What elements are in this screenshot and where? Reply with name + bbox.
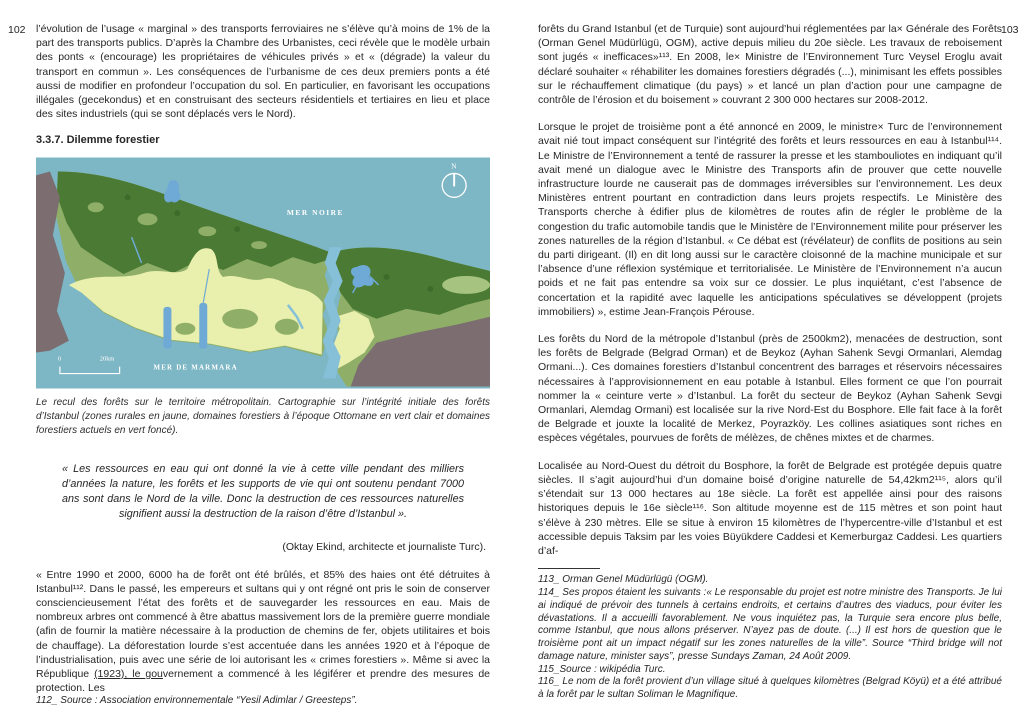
forest-patch — [222, 309, 258, 329]
forest-patch — [138, 214, 158, 226]
forest-patch — [175, 323, 195, 335]
map-caption: Le recul des forêts sur le territoire métropolitain. Cartographie sur l’intégrité initiale des forêts d’Istanbul (zones rurales en jaune, domaines forestiers à l’époque Ottomane en vert clair et domaines forestiers actuels en vert foncé). — [36, 397, 490, 437]
footnote-115: 115_Source : wikipédia Turc. — [538, 663, 666, 675]
svg-text:N: N — [451, 161, 457, 171]
forest-patch — [251, 242, 267, 250]
footnote-block — [538, 568, 1002, 702]
svg-text:20km: 20km — [99, 356, 115, 364]
forest-patch — [88, 203, 104, 213]
paragraph-fires — [36, 568, 490, 696]
forest-dot — [383, 274, 389, 280]
sea-label-north: MER NOIRE — [286, 208, 345, 218]
paragraph-fires-post: vernement a commencé à les légiférer et prendre des mesures de protection. Les — [36, 668, 490, 695]
footnote-114: 114_ Ses propos étaient les suivants :« Le responsable du projet est notre ministre des Transports. Je lui ai indiqué de prévoir des tunnels à certains endroits, et certains d’autres des viaducs, pour éviter les dévastations. Il a accueilli favorablement. Ne vous inquiétez pas, la Turquie sera encore plus belle, comme Istanbul, que nous allons préserver. N’ayez pas de doute. (...) Il est hors de question que le troisième pont ait un impact négatif sur les zones naturelles de la ville”. Source “Third bridge will not damage nature, minister says”, presse Sundays Zaman, 24 Août 2009. — [538, 586, 1002, 662]
west-lake-2 — [199, 303, 207, 349]
forest-dot — [125, 195, 131, 201]
paragraph-north-forests: Les forêts du Nord de la métropole d’Istanbul (près de 2500km2), menacées de destruction, sont les forêts de Belgrade (Belgrad Orman) et de Beykoz (Ayhan Sahenk Sevgi Ormanlari, Alemdag Ormani...). Ces domaines forestiers d’Istanbul concentrent des barrages et réservoirs nécessaires nécessaires à l’approvisionnement en eau potable à Istanbul. Elles forment ce que l’on pourrait nommer la « ceinture verte » d’Istanbul. La forêt du secteur de Beykoz (Ayhan Sahenk Sevgi Ormanlari, Alemdag Ormani) est localisée sur la rive Nord-Est du Bosphore. Elle fait face à la forêt de Belgrade et jouxte la localité de Merkez, Poyrazköy. Les collines asiatiques sont riches en espèces végétales, pourvues de forêts de mélèzes, de chênes mixtes et de charmes. — [538, 333, 1002, 445]
paragraph-regulation: forêts du Grand Istanbul (et de Turquie) sont aujourd’hui réglementées par la× Générale des Forêts (Orman Genel Müdürlügü, OGM), active depuis milieu du 20e siècle. Les travaux de reboisement sont jugés « inefficaces»¹¹³. En 2008, le× Ministre de l’Environnement Turc Veysel Eroglu avait déclaré souhaiter « réhabiliter les domaines forestiers dégradés (...), minimisant les effets possibles sur le réchauffement climatique (du pays) » et lancé un plan d’action pour une campagne de contrôle de l’érosion et du boisement » couvrant 2 300 000 hectares sur 2008-2012. — [538, 23, 1002, 107]
paragraph-third-bridge: Lorsque le projet de troisième pont a été annoncé en 2009, le ministre× Turc de l’environnement avait nié tout impact conséquent sur l’intégrité des forêts et leurs ressources en eau à Istanbul¹¹⁴. Le Ministre de l’Environnement a tenté de rassurer la presse et les stambouliotes en indiquant qu’il avait mené un dialogue avec le Ministre des Transports afin de prouver que cette nouvelle infrastructure lourde ne causerait pas de dommages irréversibles sur l’environnement. Les deux Ministères entrent pourtant en contradiction dans leurs projets respectifs. Le Ministère des Transports cherche à édifier plus de kilomètres de routes afin de régler le problème de la congestion du trafic automobile tandis que le Ministère de l’Environnement milite pour préserver les zones naturelles de la région d’Istanbul. « Ce débat est (révélateur) de conflits de positions au sein du parti dirigeant. (Il) en dit long aussi sur le caractère cloisonné de la machine municipale et sur l’absence d’une réflexion systémique et territorialisée. Le Ministère de l’Environnement n’a aucun poids et ne fait pas entendre sa voix sur ce dossier. Le plus inquiétant, c’est l’absence de concertation et la rapidité avec laquelle les anticipations spéculatives se développent (projets immobiliers) », estime Jean-François Pérouse. — [538, 121, 1002, 318]
svg-text:0: 0 — [57, 356, 62, 364]
footnote-112: 112_ Source : Association environnementale “Yesil Adimlar / Greesteps”. — [36, 695, 358, 707]
forest-patch — [275, 319, 299, 335]
footnote-113: 113_ Orman Genel Müdürlügü (OGM). — [538, 574, 709, 586]
block-quote: « Les ressources en eau qui ont donné la vie à cette ville pendant des milliers d’années la nature, les forêts et les supports de vie qui ont soutenu pendant 7000 ans sont dans le Nord de la ville. Donc la destruction de ces ressources naturelles signifient aussi la destruction de la raison d’être d’Istanbul ». — [62, 462, 464, 521]
istanbul-forest-map — [36, 157, 490, 389]
page-number-right: 103 — [1001, 24, 1019, 36]
left-page — [36, 22, 490, 708]
right-page — [538, 22, 1002, 702]
footnote-116: 116_ Le nom de la forêt provient d’un village situé à quelques kilomètres (Belgrad Köyü) et a été attribué à la forêt par le sultan Soliman le Magnifique. — [538, 676, 1002, 701]
page-number-left: 102 — [8, 24, 26, 36]
sea-label-south: MER DE MARMARA — [153, 363, 238, 372]
paragraph-belgrade: Localisée au Nord-Ouest du détroit du Bosphore, la forêt de Belgrade est protégée depuis quatre siècles. Il s’agit aujourd’hui d’un domaine boisé d’origine naturelle de 54,42km2¹¹⁵, alors qu’il s’étendait sur 13 000 hectares au 18e siècle. La forêt est appellée ainsi pour des raisons historiques depuis le 16e siècle¹¹⁶. Son altitude moyenne est de 115 mètres et son point haut s’élève à 230 mètres. Elle se situe à environ 15 kilomètres de l’hypercentre-ville d’Istanbul et est accessible depuis Taksim par les voies Büyükdere Caddesi et Kemerburgaz Caddesi. Les quartiers d’af- — [538, 459, 1002, 557]
paragraph-fires-pre: « Entre 1990 et 2000, 6000 ha de forêt ont été brûlés, et 85% des haies ont été détruites à Istanbul¹¹². Dans le passé, les empereurs et sultans qui y ont régné ont pris le soin de conserver consciencieusement l’état des forêts et de sauvegarder les ressources en eau. Mais de nombreux arbres ont commencé à être abattus massivement lors de la première guerre mondiale (afin de fournir la matière nécessaire à la production de chemins de fer, objets utilitaires et bois de chauffage). La déforestation lourde s’est accentuée dans les années 1920 et à l’époque de l’industrialisation, puis avec une série de loi autorisant les « crimes forestiers ». Même si avec la République — [36, 568, 490, 681]
paragraph-transport: l’évolution de l’usage « marginal » des transports ferroviaires ne s’élève qu’à moins de 1% de la part des transports publics. D’après la Chambre des Urbanistes, ceci révèle que le modèle urbain des ponts « (encourage) les propriétaires de véhicules privés » et « (dégrade) la valeur du transport en commun ». Les conséquences de l’urbanisme de ces deux premiers ponts a été aussi de modifier en profondeur l’occupation du sol. En particulier, en favorisant les occupations illégales (gecekondus) et en construisant des secteurs résidentiels et tertiaires en lieu et place des sites industriels (qui se sont déplacés vers le Nord). — [36, 23, 490, 121]
footnote-separator — [538, 568, 600, 569]
forest-patch — [198, 227, 216, 237]
section-heading: 3.3.7. Dilemme forestier — [36, 134, 160, 147]
forest-dot — [427, 286, 433, 292]
west-lake-1 — [163, 307, 171, 349]
forest-patch-light — [442, 276, 490, 294]
quote-attribution: (Oktay Ekind, architecte et journaliste Turc). — [282, 540, 486, 553]
forest-dot — [234, 227, 240, 233]
paragraph-fires-underlined: (1923), le gou — [94, 668, 163, 681]
forest-dot — [174, 211, 180, 217]
map-figure — [36, 157, 490, 389]
